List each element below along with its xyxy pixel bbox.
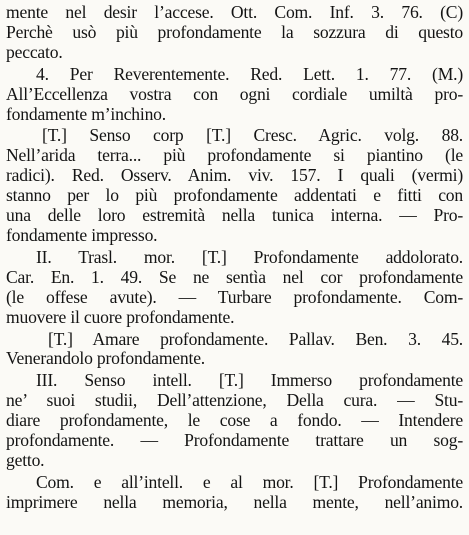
text-line: profondamente. — Profondamente trattare un sog- xyxy=(6,431,463,451)
text-line: diare profondamente, le cose a fondo. — Intendere xyxy=(6,411,463,431)
text-line: radici). Red. Osserv. Anim. viv. 157. I quali (vermi) xyxy=(6,166,463,186)
text-line: ne’ suoi studii, Dell’attenzione, Della cura. — Stu- xyxy=(6,391,463,411)
text-line: peccato. xyxy=(6,42,63,62)
text-line: Perchè usò più profondamente la sozzura di questo xyxy=(6,22,463,42)
text-line: (le offese avute). — Turbare profondamente. Com- xyxy=(6,287,463,307)
text-line: stanno per lo più profondamente addentati e fitti con xyxy=(6,186,463,206)
text-line: imprimere nella memoria, nella mente, nell’animo. xyxy=(6,492,463,512)
text-line: Venerandolo profondamente. xyxy=(6,349,206,369)
text-line: Car. En. 1. 49. Se ne sentìa nel cor profondamente xyxy=(6,267,463,287)
sense-heading-line: 4. Per Reverentemente. Red. Lett. 1. 77. (M.) xyxy=(36,64,463,84)
text-line: muovere il cuore profondamente. xyxy=(6,307,235,327)
text-line: fondamente impresso. xyxy=(6,225,158,245)
sense-heading-line: [T.] Senso corp [T.] Cresc. Agric. volg. 88. xyxy=(42,126,463,146)
sense-heading-line: [T.] Amare profondamente. Pallav. Ben. 3. 45. xyxy=(48,329,463,349)
text-line: mente nel desir l’accese. Ott. Com. Inf. 3. 76. (C) xyxy=(6,3,463,22)
sense-heading-line: Com. e all’intell. e al mor. [T.] Profondamente xyxy=(36,472,463,492)
text-line: Nell’arida terra... più profondamente si piantino (le xyxy=(6,146,463,166)
text-line: getto. xyxy=(6,450,45,470)
text-line: una delle loro estremità nella tunica interna. — Pro- xyxy=(6,206,463,226)
text-line: All’Eccellenza vostra con ogni cordiale umiltà pro- xyxy=(6,84,463,104)
sense-heading-line: III. Senso intell. [T.] Immerso profondamente xyxy=(36,371,463,391)
sense-heading-line: II. Trasl. mor. [T.] Profondamente addolorato. xyxy=(36,247,463,267)
text-line: fondamente m’inchino. xyxy=(6,104,166,124)
